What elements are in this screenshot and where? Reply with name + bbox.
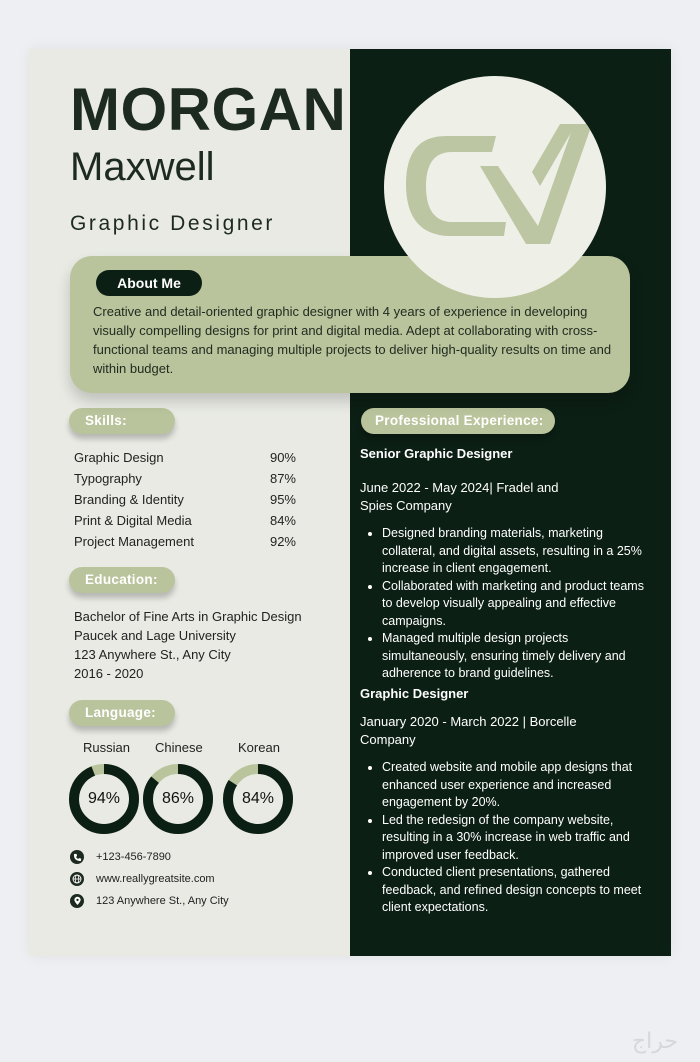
- contact-website-text[interactable]: www.reallygreatsite.com: [96, 873, 215, 885]
- skill-row: [74, 531, 296, 552]
- language-heading: Language:: [69, 700, 175, 726]
- about-text: Creative and detail-oriented graphic designer with 4 years of experience in developing visually compelling designs for print and digital media. Adept at collaborating with cross-functional teams and managing multiple projects to deliver high-quality results on time and within budget.: [93, 304, 612, 376]
- skill-name: Branding & Identity: [74, 492, 184, 507]
- duty-item: • Created website and mobile app designs that enhanced user experience and increased engagement by 20%.: [382, 759, 650, 812]
- contact-phone: [70, 850, 171, 864]
- skill-row: [74, 510, 296, 531]
- job-title: Senior Graphic Designer: [360, 446, 513, 461]
- education-heading: Education:: [69, 567, 175, 593]
- language-percent: 84%: [241, 790, 275, 807]
- experience-heading: Professional Experience:: [361, 408, 555, 434]
- education-years: 2016 - 2020: [74, 666, 144, 681]
- skill-value: 95%: [269, 492, 296, 507]
- contact-address: [70, 894, 229, 908]
- language-percent: 94%: [87, 790, 121, 807]
- skill-value: 90%: [269, 450, 296, 465]
- language-name: Russian: [83, 740, 130, 755]
- last-name: Maxwell: [70, 145, 215, 189]
- skill-value: 87%: [269, 471, 296, 486]
- job-dates: January 2020 - March 2022 | Borcelle Company: [360, 714, 577, 747]
- skill-name: Print & Digital Media: [74, 513, 192, 528]
- language-ring: [142, 763, 214, 835]
- job-dates: June 2022 - May 2024| Fradel and Spies Company: [360, 480, 559, 513]
- duty-item: • Designed branding materials, marketing collateral, and digital assets, resulting in a 25% increase in client engagement.: [382, 525, 650, 578]
- skill-row: [74, 468, 296, 489]
- language-name: Chinese: [155, 740, 203, 755]
- education-school: Paucek and Lage University: [74, 628, 236, 643]
- job-title: Graphic Designer: [360, 686, 469, 701]
- experience-job: [360, 446, 650, 683]
- job-duties: [360, 759, 650, 917]
- cv-logo-circle: [384, 76, 606, 298]
- about-heading: About Me: [96, 270, 202, 296]
- cv-monogram-icon: [384, 76, 606, 298]
- skill-row: [74, 489, 296, 510]
- contact-website: [70, 872, 215, 886]
- skills-list: [74, 447, 296, 552]
- skill-row: [74, 447, 296, 468]
- language-ring: [68, 763, 140, 835]
- language-percent: 86%: [161, 790, 195, 807]
- education-details: [74, 607, 302, 683]
- skills-heading: Skills:: [69, 408, 175, 434]
- contact-phone-text: +123-456-7890: [96, 851, 171, 863]
- skill-name: Graphic Design: [74, 450, 164, 465]
- job-duties: [360, 525, 650, 683]
- watermark: حراج: [631, 1029, 678, 1054]
- experience-job: [360, 686, 650, 917]
- language-name: Korean: [238, 740, 280, 755]
- education-degree: Bachelor of Fine Arts in Graphic Design: [74, 609, 302, 624]
- duty-item: • Led the redesign of the company website, resulting in a 30% increase in web traffic and improved user feedback.: [382, 812, 650, 865]
- education-address: 123 Anywhere St., Any City: [74, 647, 231, 662]
- duty-item: • Managed multiple design projects simultaneously, ensuring timely delivery and adherence to brand guidelines.: [382, 630, 650, 683]
- language-ring: [222, 763, 294, 835]
- phone-icon: [70, 850, 84, 864]
- contact-address-text: 123 Anywhere St., Any City: [96, 895, 229, 907]
- skill-name: Typography: [74, 471, 142, 486]
- globe-icon: [70, 872, 84, 886]
- skill-value: 92%: [269, 534, 296, 549]
- location-pin-icon: [70, 894, 84, 908]
- first-name: MORGAN: [70, 76, 347, 143]
- duty-item: • Collaborated with marketing and product teams to develop visually appealing and effective campaigns.: [382, 578, 650, 631]
- duty-item: • Conducted client presentations, gathered feedback, and refined design concepts to meet client expectations.: [382, 864, 650, 917]
- job-title: Graphic Designer: [70, 212, 276, 235]
- skill-value: 84%: [269, 513, 296, 528]
- skill-name: Project Management: [74, 534, 194, 549]
